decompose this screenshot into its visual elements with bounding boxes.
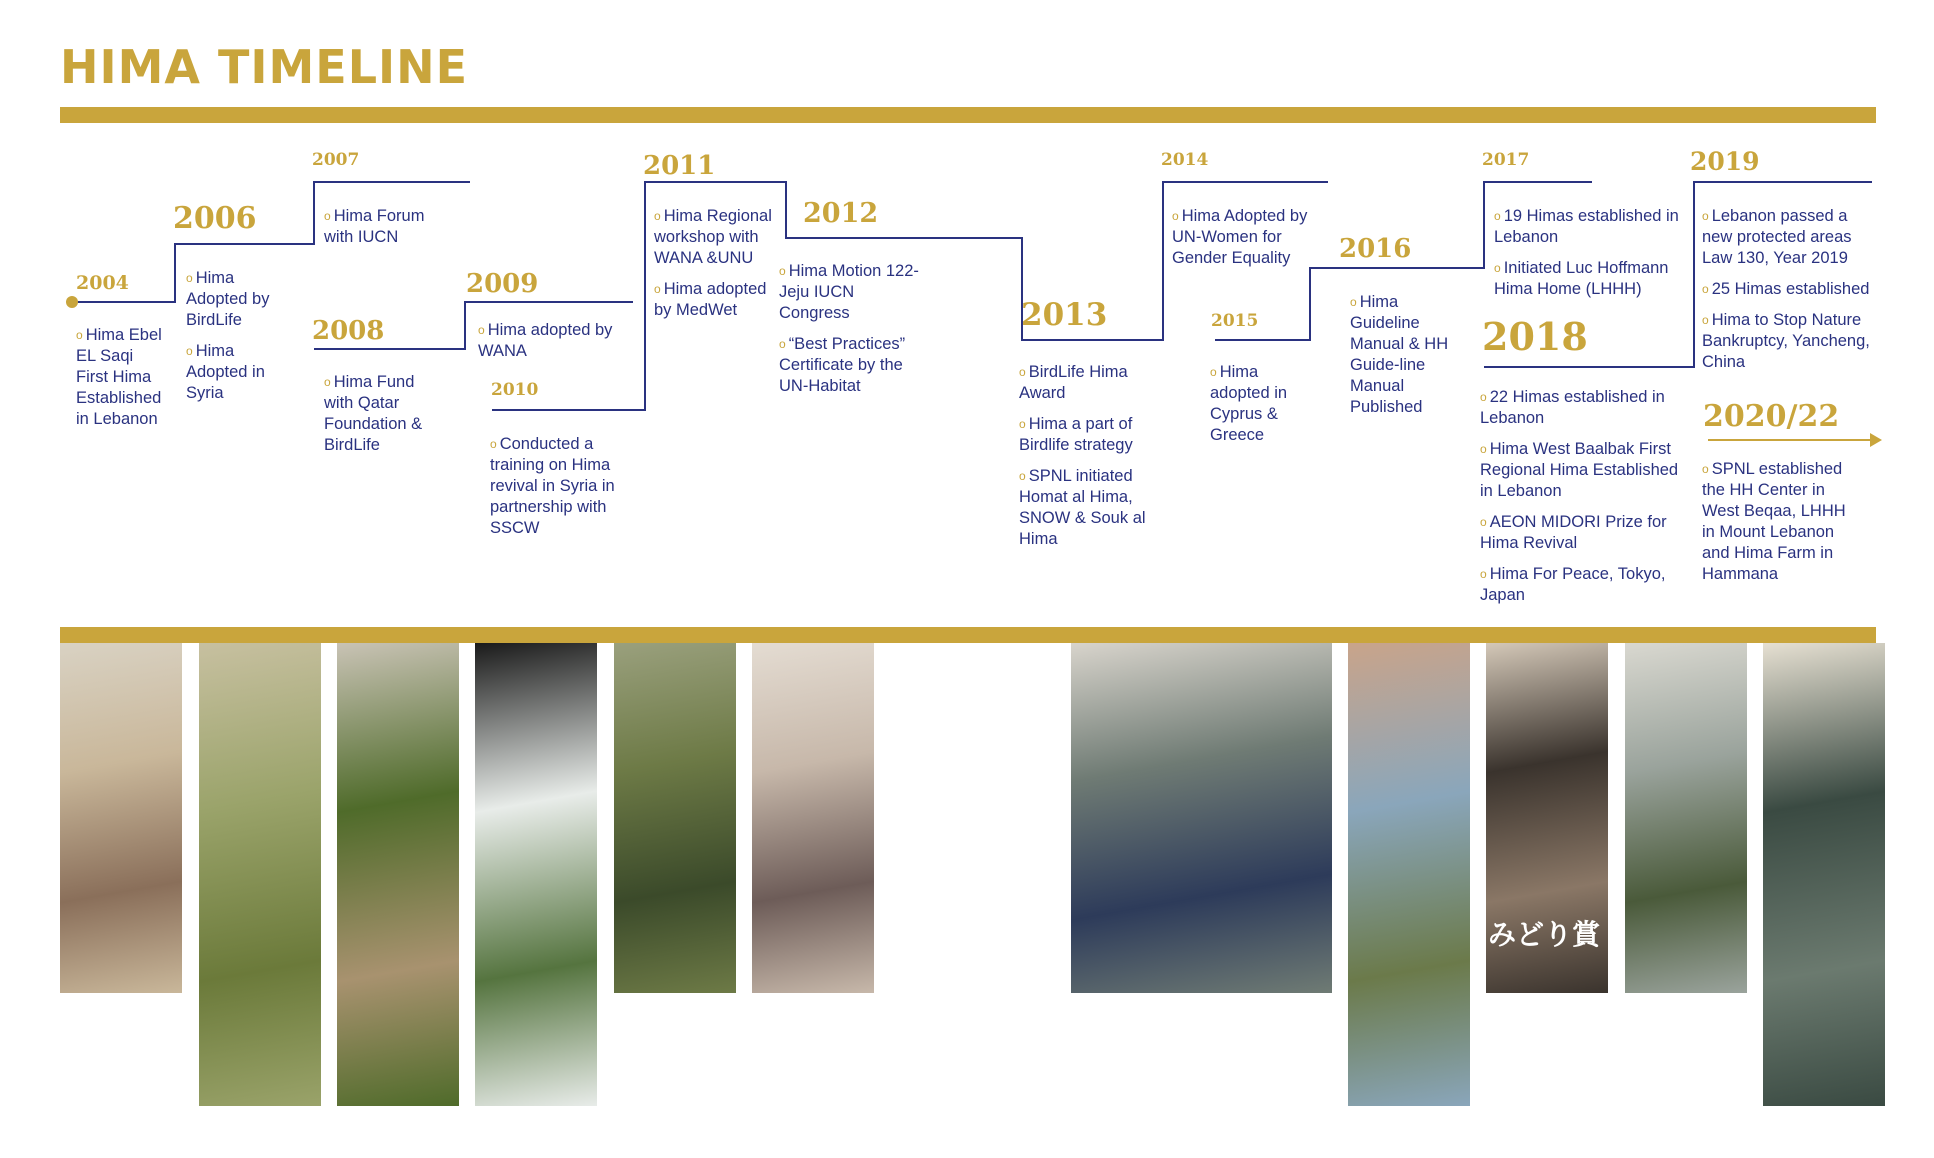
event-item: o Hima Guideline Manual & HH Guide-line Manual Published	[1350, 292, 1462, 418]
year-2017: 2017	[1482, 150, 1530, 170]
event-item: o Hima Forum with IUCN	[324, 206, 448, 248]
events-2011	[654, 206, 778, 331]
event-item: o SPNL initiated Homat al Hima, SNOW & Souk al Hima	[1019, 466, 1155, 550]
events-2018	[1480, 387, 1680, 616]
events-2008	[324, 372, 440, 466]
events-2016	[1350, 292, 1462, 428]
timeline-start-dot	[66, 296, 78, 308]
event-item: o SPNL established the HH Center in West Beqaa, LHHH in Mount Lebanon and Hima Farm in Hammana	[1702, 459, 1862, 585]
year-2015: 2015	[1211, 311, 1259, 331]
event-item: o Conducted a training on Hima revival in Syria in partnership with SSCW	[490, 434, 630, 539]
page-title: HIMA TIMELINE	[60, 40, 469, 94]
event-item: o Initiated Luc Hoffmann Hima Home (LHHH)	[1494, 258, 1684, 300]
event-item: o Hima adopted in Cyprus & Greece	[1210, 362, 1310, 446]
photo-smiling-boy	[1348, 643, 1470, 1106]
event-item: o Hima Fund with Qatar Foundation & BirdLife	[324, 372, 440, 456]
year-2019: 2019	[1690, 147, 1760, 176]
event-item: o 25 Himas established	[1702, 279, 1878, 300]
year-2018: 2018	[1482, 314, 1588, 359]
event-item: o Hima Ebel EL Saqi First Hima Established in Lebanon	[76, 325, 166, 430]
year-2007: 2007	[312, 150, 360, 170]
event-item: o Hima a part of Birdlife strategy	[1019, 414, 1155, 456]
event-item: o AEON MIDORI Prize for Hima Revival	[1480, 512, 1680, 554]
event-item: o Hima Adopted by UN-Women for Gender Equality	[1172, 206, 1312, 269]
photo-award-ceremony	[1071, 643, 1332, 993]
event-item: o Hima Regional workshop with WANA &UNU	[654, 206, 778, 269]
event-item: o “Best Practices” Certificate by the UN-Habitat	[779, 334, 919, 397]
year-2012: 2012	[803, 198, 879, 229]
events-2013	[1019, 362, 1155, 560]
event-item: o Hima to Stop Nature Bankruptcy, Yancheng, China	[1702, 310, 1878, 373]
year-2016: 2016	[1339, 234, 1412, 264]
events-2019	[1702, 206, 1878, 383]
year-2006: 2006	[173, 201, 257, 236]
bottom-rule	[60, 627, 1876, 643]
year-2009: 2009	[466, 269, 539, 299]
events-2014	[1172, 206, 1312, 279]
events-2010	[490, 434, 630, 549]
event-item: o Hima Motion 122- Jeju IUCN Congress	[779, 261, 919, 324]
photo-weaving	[752, 643, 874, 993]
event-item: o Hima Adopted by BirdLife	[186, 268, 286, 331]
photo-yellow-bird	[199, 643, 321, 1106]
year-2004: 2004	[76, 272, 129, 294]
year-2010: 2010	[491, 380, 539, 400]
year-2008: 2008	[312, 316, 385, 346]
photo-binoculars	[475, 643, 597, 1106]
photo-vultures	[1625, 643, 1747, 993]
photo-speaker	[1486, 643, 1608, 993]
event-item: o Hima adopted by MedWet	[654, 279, 778, 321]
events-2007	[324, 206, 448, 258]
events-2017	[1494, 206, 1684, 310]
event-item: o Hima For Peace, Tokyo, Japan	[1480, 564, 1680, 606]
event-item: o Hima adopted by WANA	[478, 320, 618, 362]
event-item: o BirdLife Hima Award	[1019, 362, 1155, 404]
events-2006	[186, 268, 286, 414]
year-2014: 2014	[1161, 150, 1209, 170]
year-2013: 2013	[1021, 297, 1108, 333]
arrow-head-icon	[1870, 433, 1882, 447]
events-2009	[478, 320, 618, 372]
photo-ibex	[337, 643, 459, 1106]
events-2004	[76, 325, 166, 440]
event-item: o Lebanon passed a new protected areas Law 130, Year 2019	[1702, 206, 1878, 269]
events-2012	[779, 261, 919, 407]
year-2011: 2011	[643, 151, 716, 181]
event-item: o Hima West Baalbak First Regional Hima Established in Lebanon	[1480, 439, 1680, 502]
photo-children-workshop	[60, 643, 182, 993]
event-item: o 19 Himas established in Lebanon	[1494, 206, 1684, 248]
events-2020-22	[1702, 459, 1862, 595]
photo-caption-jp: みどり賞	[1488, 918, 1601, 951]
events-2015	[1210, 362, 1310, 456]
photo-egyptian-vulture	[1763, 643, 1885, 1106]
event-item: o Hima Adopted in Syria	[186, 341, 286, 404]
photo-river-cleanup	[614, 643, 736, 993]
event-item: o 22 Himas established in Lebanon	[1480, 387, 1680, 429]
year-2020-22: 2020/22	[1703, 399, 1840, 434]
